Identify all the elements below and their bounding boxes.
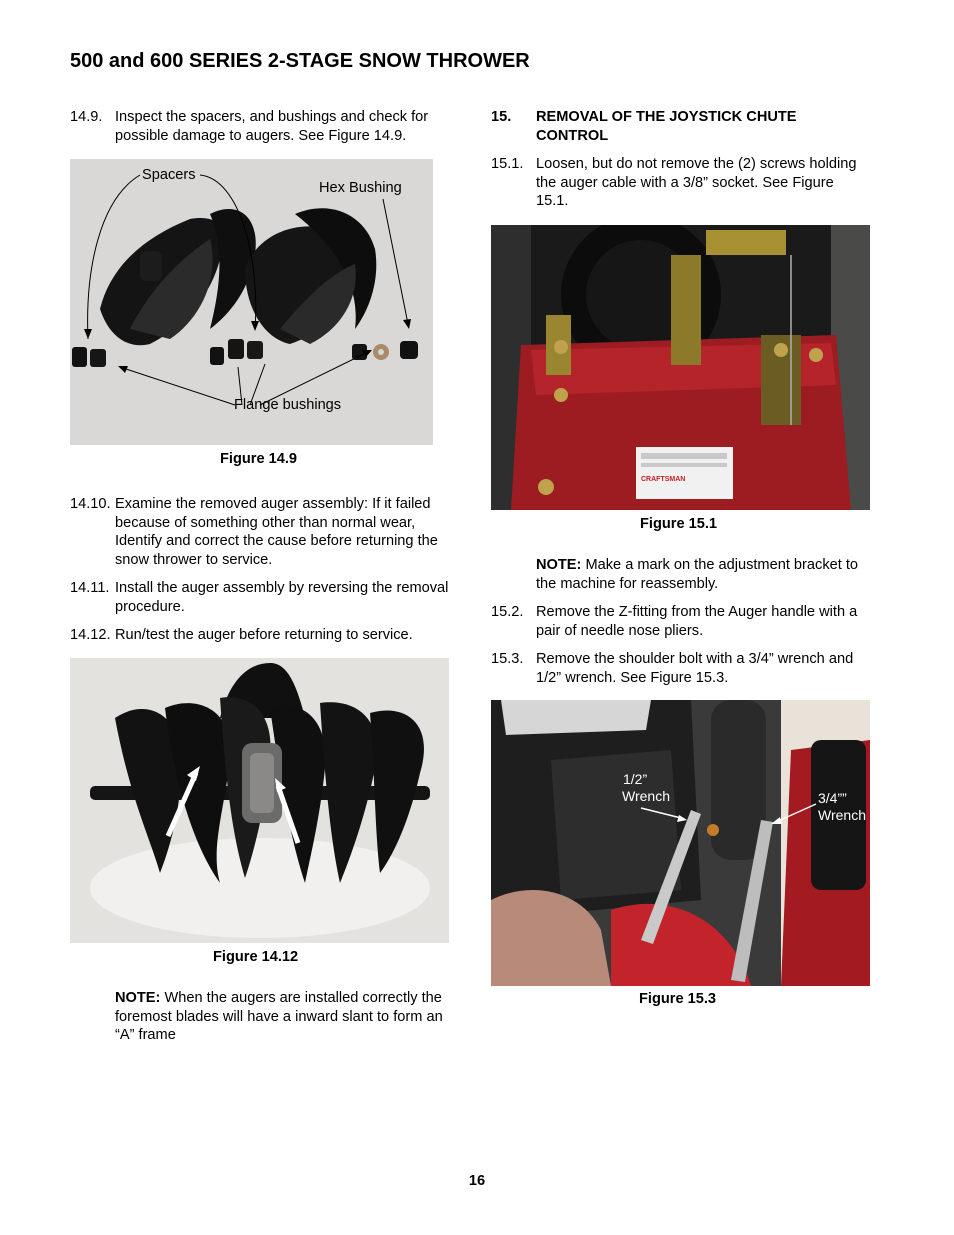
figure-14-9-caption: Figure 14.9 [220,451,298,467]
decal-brand: CRAFTSMAN [641,476,686,483]
label-spacers: Spacers [142,167,196,183]
step-14-10 [70,495,450,571]
step-number: 14.10. [70,496,111,512]
note-augers [115,989,450,1049]
figure-14-9-photo [70,159,433,445]
page-number: 16 [468,1173,486,1189]
step-number: 15.3. [491,651,524,667]
label-hex-bushing: Hex Bushing [319,180,402,196]
page-title: 500 and 600 SERIES 2-STAGE SNOW THROWER [70,50,530,72]
step-number: 14.12. [70,627,111,643]
section-15-heading [491,108,871,148]
note-label: NOTE: [536,557,582,573]
note-adjustment [536,556,871,596]
step-15-3 [491,650,871,690]
label-flange-bushings: Flange bushings [234,397,342,413]
step-text: Remove the Z-fitting from the Auger handle with a pair of needle nose pliers. [536,604,858,639]
label-half-wrench: Wrench [622,788,670,804]
section-number: 15. [491,109,512,125]
step-14-11 [70,579,450,619]
step-text: Install the auger assembly by reversing the removal procedure. [115,580,449,615]
figure-15-1-photo [491,225,870,510]
step-number: 14.11. [70,580,110,596]
figure-15-1-caption: Figure 15.1 [640,516,718,532]
note-text: Make a mark on the adjustment bracket to the machine for reassembly. [536,557,859,592]
step-text: Remove the shoulder bolt with a 3/4” wrench and 1/2” wrench. See Figure 15.3. [536,651,854,686]
figure-15-3-photo [491,700,870,986]
label-three-quarter-inch: 3/4”” [818,790,847,806]
step-text: Run/test the auger before returning to service. [115,627,413,643]
step-text: Examine the removed auger assembly: If it failed because of something other than normal wear, Identify and correct the cause before returning the snow thrower to service. [115,496,438,568]
step-15-2 [491,603,871,643]
step-text: Loosen, but do not remove the (2) screws holding the auger cable with a 3/8” socket. See Figure 15.1. [536,156,857,210]
step-14-12 [70,626,450,646]
step-14-9 [70,108,450,148]
note-label: NOTE: [115,990,161,1006]
step-text: Inspect the spacers, and bushings and check for possible damage to augers. See Figure 14.9. [115,109,429,144]
step-number: 15.2. [491,604,524,620]
step-15-1 [491,155,871,215]
step-number: 14.9. [70,109,103,125]
section-title: REMOVAL OF THE JOYSTICK CHUTE CONTROL [536,109,797,144]
note-text: When the augers are installed correctly the foremost blades will have a inward slant to form an “A” frame [115,990,443,1044]
label-three-quarter-wrench: Wrench [818,807,866,823]
figure-14-12-caption: Figure 14.12 [213,949,299,965]
label-half-inch: 1/2” [623,771,648,787]
step-number: 15.1. [491,156,524,172]
figure-15-3-caption: Figure 15.3 [639,991,717,1007]
figure-14-12-photo [70,658,449,943]
